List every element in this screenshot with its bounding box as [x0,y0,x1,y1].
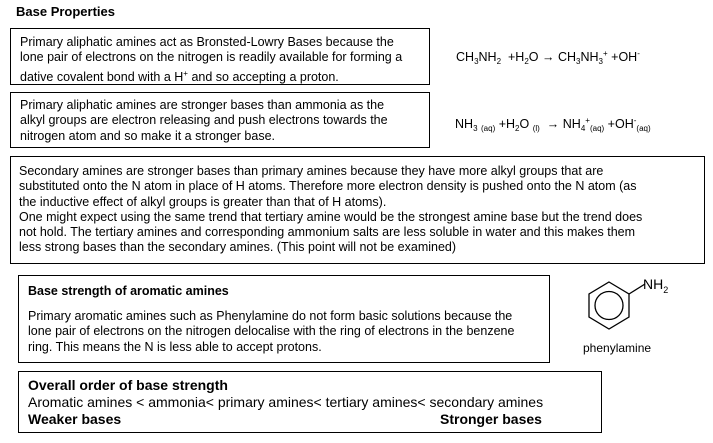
box4-line-1: Primary aromatic amines such as Phenylamine do not form basic solutions because the [28,309,513,323]
box4-line-3: ring. This means the N is less able to accept protons. [28,339,322,354]
box3-line-6: less strong bases than the secondary amines. (This point will not be examined) [19,240,457,255]
page-title: Base Properties [16,4,115,19]
box1-line-3: dative covalent bond with a H+ and so accepting a proton. [20,68,339,84]
aromatic-heading: Base strength of aromatic amines [28,284,229,298]
box3-line-5: not hold. The tertiary amines and corresponding ammonium salts are less soluble in water and this makes them [19,225,636,240]
secondary-amines-box [10,156,705,264]
box2-line-1: Primary aliphatic amines are stronger bases than ammonia as the [20,98,385,112]
arrow-icon: → [541,50,555,64]
amine-group-label: $NH_2$ [643,276,669,295]
box3-line-4: One might expect using the same trend that tertiary amine would be the strongest amine base but the trend does [19,209,643,224]
box2-line-3: nitrogen atom and so make it a stronger base. [20,128,276,143]
ammonia-equation: $NH_3$ $_{(aq)} +H_2O$ $_{(l)} \to NH_4^+_{(aq)} +OH^-_{(aq)}$ [455,116,651,133]
box3-line-2: substituted onto the N atom in place of H atoms. Therefore more electron density is pushed onto the N atom (as [19,179,637,194]
order-sequence: Aromatic amines < ammonia< primary amines< tertiary amines< secondary amines [28,394,544,410]
box2-line-2: alkyl groups are electron releasing and push electrons towards the [20,113,388,128]
stronger-bases-label: Stronger bases [440,411,542,427]
protonation-equation: $CH_3NH_2 +H_2O \to CH_3NH_3^+ +OH^-$ [456,49,640,66]
aromatic-amines-box [18,275,550,363]
plus-superscript: + [183,68,188,78]
benzene-ring-icon [565,272,705,342]
bronsted-lowry-box [10,28,430,85]
phenylamine-caption: phenylamine [583,341,652,355]
arrow-icon: → [546,117,560,131]
box1-line-1: Primary aliphatic amines act as Bronsted-Lowry Bases because the [20,35,394,49]
weaker-bases-label: Weaker bases [28,411,122,427]
box4-line-2: lone pair of electrons on the nitrogen delocalise with the ring of electrons in the benzene [28,324,515,339]
box1-line-2: lone pair of electrons on the nitrogen is readily available for forming a [20,50,403,65]
box3-line-3: the inductive effect of alkyl groups is greater than that of H atoms). [19,194,387,209]
box3-line-1: Secondary amines are stronger bases than primary amines because they have more alkyl groups that are [19,164,604,178]
aliphatic-vs-ammonia-box [10,92,430,148]
order-heading: Overall order of base strength [28,377,228,393]
base-strength-order-box [18,371,602,433]
